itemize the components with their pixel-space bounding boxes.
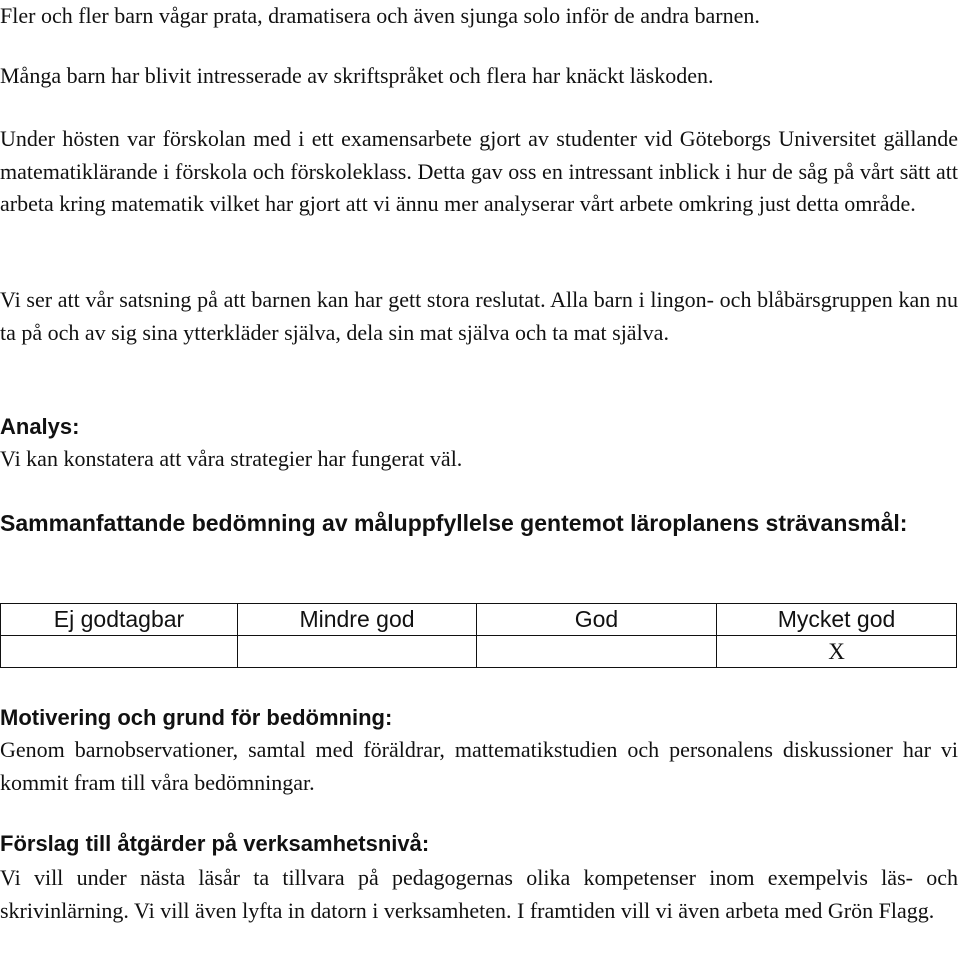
grade-mark-ej-godtagbar — [1, 636, 238, 668]
analys-heading: Analys: — [0, 414, 80, 439]
grade-mark-mycket-god: X — [717, 636, 957, 668]
motivering-text: Genom barnobservationer, samtal med föräldrar, mattematikstudien och personalens diskussioner har vi kommit fram till våra bedömningar. — [0, 737, 958, 795]
summary-heading: Sammanfattande bedömning av måluppfyllelse gentemot läroplanens strävansmål: — [0, 510, 908, 536]
paragraph-speaking: Fler och fler barn vågar prata, dramatisera och även sjunga solo inför de andra barnen. — [0, 3, 760, 28]
grade-table-mark-row — [1, 636, 957, 668]
forslag-text: Vi vill under nästa läsår ta tillvara på pedagogernas olika kompetenser inom exempelvis läs- och skrivinlärning. Vi vill även lyfta in datorn i verksamheten. I framtiden vill vi även arbeta med Grön Flagg. — [0, 865, 958, 923]
grade-header-ej-godtagbar: Ej godtagbar — [1, 604, 238, 636]
grade-mark-mindre-god — [238, 636, 477, 668]
grade-header-mindre-god: Mindre god — [238, 604, 477, 636]
grade-table-header-row — [1, 604, 957, 636]
motivering-heading: Motivering och grund för bedömning: — [0, 705, 393, 730]
grade-table — [0, 603, 957, 668]
grade-header-mycket-god: Mycket god — [717, 604, 957, 636]
paragraph-math-study: Under hösten var förskolan med i ett examensarbete gjort av studenter vid Göteborgs Universitet gällande matematiklärande i förskola och förskoleklass. Detta gav oss en intressant inblick i hur de såg på vårt sätt att arbeta kring matematik vilket har gjort att vi ännu mer analyserar vårt arbete omkring just detta område. — [0, 126, 958, 216]
forslag-heading: Förslag till åtgärder på verksamhetsnivå: — [0, 831, 430, 856]
paragraph-reading: Många barn har blivit intresserade av skriftspråket och flera har knäckt läskoden. — [0, 63, 714, 88]
analys-text: Vi kan konstatera att våra strategier har fungerat väl. — [0, 446, 463, 471]
grade-header-god: God — [477, 604, 717, 636]
grade-mark-god — [477, 636, 717, 668]
paragraph-results: Vi ser att vår satsning på att barnen kan har gett stora reslutat. Alla barn i lingon- och blåbärsgruppen kan nu ta på och av sig sina ytterkläder själva, dela sin mat själva och ta mat själva. — [0, 287, 958, 345]
